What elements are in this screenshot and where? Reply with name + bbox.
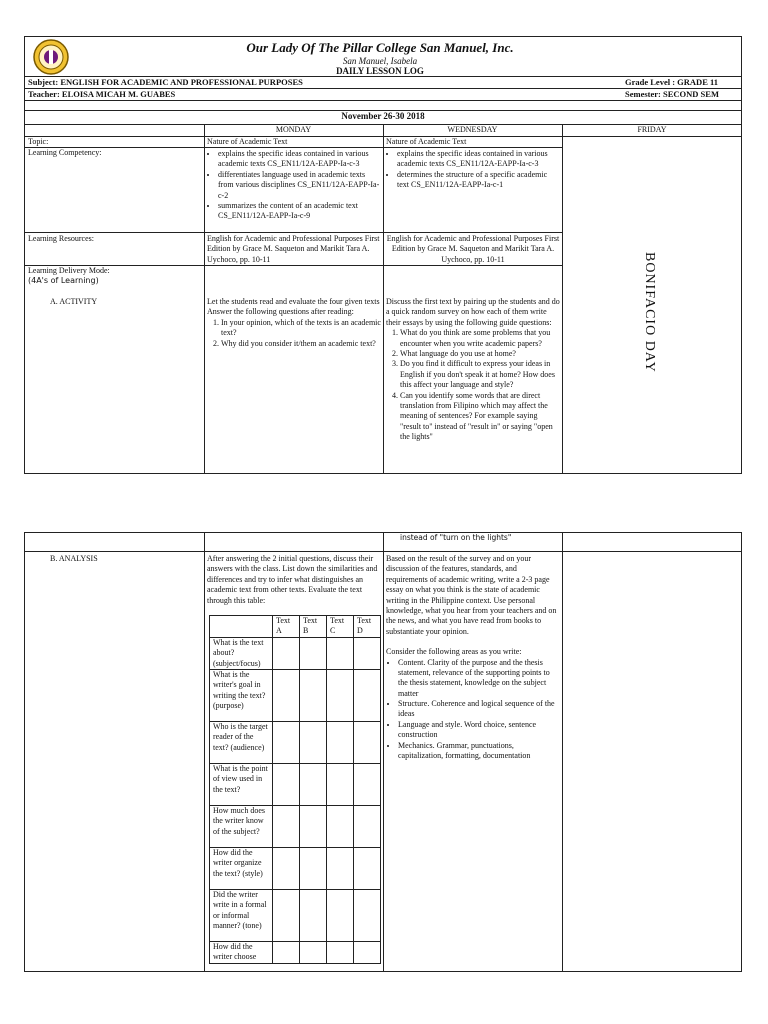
eval-question: How did the writer organize the text? (style) bbox=[210, 847, 273, 889]
list-item: 2. Why did you consider it/them an academic text? bbox=[221, 339, 381, 349]
list-item: • Mechanics. Grammar, punctuations, capitalization, formatting, documentation bbox=[398, 741, 560, 762]
table-row bbox=[210, 721, 381, 763]
table-row bbox=[210, 805, 381, 847]
resources-label: Learning Resources: bbox=[28, 234, 94, 243]
resources-wednesday: English for Academic and Professional Purposes First Edition by Grace M. Saqueton and Marikit Tara A. Uychoco, pp. 10-11 bbox=[386, 234, 560, 264]
delivery-mode-sub: (4A's of Learning) bbox=[28, 276, 99, 285]
document-title: DAILY LESSON LOG bbox=[336, 66, 424, 76]
semester-field: Semester: SECOND SEM bbox=[625, 89, 719, 99]
resources-monday: English for Academic and Professional Purposes First Edition by Grace M. Saqueton and Marikit Tara A. Uychoco, pp. 10-11 bbox=[207, 234, 380, 264]
eval-header: Text B bbox=[300, 616, 327, 638]
list-item: • explains the specific ideas contained in various academic texts CS_EN11/12A-EAPP-Ia-c-3 bbox=[218, 149, 380, 170]
activity-label: A. ACTIVITY bbox=[50, 297, 98, 306]
list-item: • Structure. Coherence and logical sequence of the ideas bbox=[398, 699, 560, 720]
activity-monday-question: Answer the following questions after reading: bbox=[207, 307, 354, 317]
table-row bbox=[210, 941, 381, 963]
eval-question: What is the point of view used in the text? bbox=[210, 763, 273, 805]
competency-wednesday bbox=[385, 149, 559, 191]
activity-wednesday bbox=[386, 297, 560, 442]
list-item: • Content. Clarity of the purpose and the thesis statement, relevance of the supporting points to the thesis statement, knowledge on the subject matter bbox=[398, 658, 560, 700]
list-item: 1. In your opinion, which of the texts is an academic text? bbox=[221, 318, 381, 339]
list-item: • explains the specific ideas contained in various academic texts CS_EN11/12A-EAPP-Ia-c-3 bbox=[397, 149, 559, 170]
activity-monday bbox=[207, 297, 381, 349]
list-item: 3. Do you find it difficult to express your ideas in English if you don't speak it at home? How does this affect your language and style? bbox=[400, 359, 560, 390]
delivery-mode-label: Learning Delivery Mode: bbox=[28, 266, 110, 275]
competency-monday bbox=[206, 149, 380, 222]
list-item: • summarizes the content of an academic text CS_EN11/12A-EAPP-Ia-c-9 bbox=[218, 201, 380, 222]
topic-label: Topic: bbox=[28, 137, 49, 146]
grade-level-field: Grade Level : GRADE 11 bbox=[625, 77, 719, 87]
friday-holiday-note: BONIFACIO DAY bbox=[642, 252, 657, 373]
continued-text: instead of "turn on the lights" bbox=[400, 533, 512, 542]
analysis-wednesday-consider: Consider the following areas as you write: bbox=[386, 647, 522, 657]
list-item: 1. What do you think are some problems that you encounter when you write academic papers? bbox=[400, 328, 560, 349]
eval-question: What is the writer's goal in writing the text? (purpose) bbox=[210, 669, 273, 721]
analysis-label: B. ANALYSIS bbox=[50, 554, 98, 563]
day-monday: MONDAY bbox=[275, 125, 312, 134]
list-item: • determines the structure of a specific academic text CS_EN11/12A-EAPP-Ia-c-1 bbox=[397, 170, 559, 191]
table-row bbox=[210, 847, 381, 889]
analysis-monday: After answering the 2 initial questions, discuss their answers with the class. List down the similarities and differences and try to infer what distinguishes an academic text from other texts. Evaluate the text through this table: bbox=[207, 554, 378, 605]
school-name: Our Lady Of The Pillar College San Manuel, Inc. bbox=[246, 40, 514, 55]
teacher-field: Teacher: ELOISA MICAH M. GUABES bbox=[28, 89, 176, 99]
topic-wednesday: Nature of Academic Text bbox=[386, 137, 467, 146]
eval-question: Did the writer write in a formal or informal manner? (tone) bbox=[210, 889, 273, 941]
table-row bbox=[210, 889, 381, 941]
evaluation-table bbox=[209, 615, 381, 964]
date-range: November 26-30 2018 bbox=[341, 111, 425, 121]
eval-question: What is the text about? (subject/focus) bbox=[210, 637, 273, 669]
competency-label: Learning Competency: bbox=[28, 148, 102, 157]
eval-header: Text A bbox=[273, 616, 300, 638]
table-row bbox=[210, 637, 381, 669]
table-row bbox=[210, 763, 381, 805]
eval-header: Text C bbox=[327, 616, 354, 638]
school-seal-logo bbox=[30, 38, 72, 76]
table-row bbox=[210, 669, 381, 721]
school-address: San Manuel, Isabela bbox=[342, 56, 418, 66]
activity-wednesday-intro: Discuss the first text by pairing up the students and do a quick random survey on how each of them write their essays by using the following guide questions: bbox=[386, 297, 560, 327]
list-item: • Language and style. Word choice, sentence construction bbox=[398, 720, 560, 741]
eval-header: Text D bbox=[354, 616, 381, 638]
list-item: 2. What language do you use at home? bbox=[400, 349, 560, 359]
subject-field: Subject: ENGLISH FOR ACADEMIC AND PROFESSIONAL PURPOSES bbox=[28, 77, 303, 87]
eval-question: How did the writer choose bbox=[210, 941, 273, 963]
analysis-wednesday-text: Based on the result of the survey and on your discussion of the features, standards, and requirements of academic writing, write a 2-3 page essay on what you think is the state of academic writing in the Philippine context. Use personal knowledge, what you hear from your teachers and on the news, and what you have read from books to substantiate your opinion. bbox=[386, 554, 557, 636]
eval-question: How much does the writer know of the subject? bbox=[210, 805, 273, 847]
activity-monday-intro: Let the students read and evaluate the four given texts bbox=[207, 297, 380, 306]
topic-monday: Nature of Academic Text bbox=[207, 137, 288, 146]
day-wednesday: WEDNESDAY bbox=[447, 125, 498, 134]
list-item: 4. Can you identify some words that are direct translation from Filipino which may affect the meaning of sentences? For example saying "result to" instead of "result in" or saying "open the lights" bbox=[400, 391, 560, 443]
analysis-wednesday bbox=[386, 554, 560, 761]
day-friday: FRIDAY bbox=[637, 125, 667, 134]
list-item: • differentiates language used in academic texts from various disciplines CS_EN11/12A-EAPP-Ia-c-2 bbox=[218, 170, 380, 201]
eval-question: Who is the target reader of the text? (audience) bbox=[210, 721, 273, 763]
